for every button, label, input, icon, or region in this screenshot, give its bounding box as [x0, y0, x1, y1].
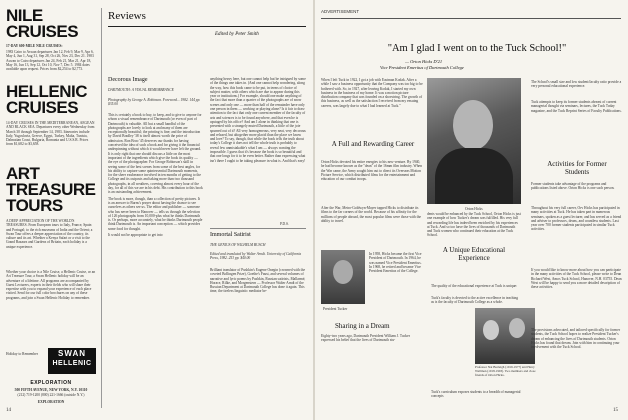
sharing-text: Eighty-two years ago, Dartmouth President William J. Tucker expressed his belief that the lives of Dartmouth stu- — [321, 334, 410, 343]
section-immortal-satirist: Immortal Satirist — [210, 232, 251, 238]
orton-hicks-photo — [427, 78, 521, 204]
section-unique-experience: A Unique Educational Experience — [442, 246, 506, 262]
hellenic-cruises-body: 14-DAY CRUISES IN THE MEDITERRANEAN, AEGEAN AND BLACK SEA. Departures every other Wednesday from March 30 through September 14, 1983. Itineraries include Italy, Yugoslavia, Greece, Egypt, Turkey, Malta, Tunisia, Dalmatian Coast, Bulgaria, Romania and U.S.S.R. Prices from $1,682 to $3,658. — [6, 121, 95, 147]
art-treasure-body: A DEEP APPRECIATION OF THE WORLD'S TREASURES. From European tours to Italy, France, Spain and Portugal; to the rich museums of India and the Orient; a Swan Tour offers a deeper appreciation of the country, its culture and its art. Whether a Kenya Safari or a visit to the Grand Bazaars and Gardens of Britain, each holiday is a unique experience. — [6, 219, 93, 249]
activities-text-2: Throughout his very full career, Orv Hicks has participated in many activities at Tuck. He has taken part in numerous seminars, spoken as a guest lecturer, and has served as a friend and adviser to professors, deans, and countless students. Last year over 700 former students participated in similar Tuck activities. — [531, 206, 622, 232]
unique-text: The quality of the educational experience at Tuck is unique: — [431, 284, 518, 288]
holiday-line: Holiday to Remember — [6, 352, 38, 356]
ad-phone: (212) 719-1200 (800) 221-1666 (outside N.Y.) — [17, 393, 85, 397]
ad-divider — [101, 8, 102, 408]
review1-column1 — [108, 113, 203, 239]
art-treasure-tours-title: ART TREASURE TOURS — [6, 164, 96, 215]
byline: — Orton Hicks D'21 — [405, 59, 443, 64]
lead-quote-text: When I left Tuck in 1922, I got a job with Eastman Kodak. After a while I saw a business opportunity that the Company was too big to be bothered with. So, in 1927, after leaving Kodak, I started my own business in the business of my home. It was a motion picture distribution company that was founded on a shoestring. The growth of this business, as well as the satisfaction I received from my ensuing careers, was largely due to what I had learned at Tuck." — [321, 78, 423, 108]
ad-address: 500 FIFTH AVENUE, NEW YORK, N.Y. 10110 — [14, 388, 88, 392]
face-shape — [453, 100, 493, 150]
review1-initials: P.D.S. — [280, 222, 289, 226]
review1-paragraph3: It would not be appropriate to get into — [108, 233, 163, 238]
reviews-rule — [108, 26, 306, 27]
left-page-number: 14 — [6, 408, 11, 413]
swan-hellenic-logo-swan: SWAN — [58, 349, 86, 358]
art-treasure-body-2: Whether your choice is a Nile Cruise, a Hellenic Cruise, or an Art Treasure Tour, a Swan Hellenic holiday will be an adventure of a lifetime. All programs are accompanied by Guest Lecturers, experts in their fields who will share their expertise with you to expand your experience of each place visited. Send for our full color brochures on any of these programs, and join a Swan Hellenic Holiday to remember. — [6, 270, 96, 300]
byline-title: Vice President Emeritus of Dartmouth College — [380, 65, 464, 70]
hellenic-cruises-title: HELLENIC CRUISES — [6, 82, 87, 117]
unique-bullet-2: Tuck's curriculum exposes students to a breadth of managerial concepts — [431, 390, 521, 399]
right-bullet-1: The School's small size and low student/faculty ratio provide a very personal educational experience. — [531, 80, 622, 89]
president-tucker-photo — [321, 250, 365, 304]
section-sharing-dream: Sharing in a Dream — [335, 322, 390, 330]
career-text-2: After the War, Metro-Goldwyn-Mayer tapped Hicks to distribute its films to the far corners of the world. Because of his affinity for the millions of people abroad, the most popular films were those with the ability to travel. — [321, 206, 422, 223]
review1-column2 — [210, 77, 306, 165]
tucker-text: In 1958, Hicks became the first Vice President of Dartmouth. In 1964, he was named Vice President Emeritus. In 1968, he retired and became Vice President Emeritus of the College. — [369, 252, 422, 274]
reviews-heading: Reviews — [108, 10, 146, 22]
tucker-caption: President Tucker — [323, 307, 348, 311]
prof1-face — [483, 320, 499, 340]
book2-meta: Edited and translated by Walter Arndt. University of California Press, 1982. 253 pp. $40.00 — [210, 252, 302, 261]
section-activities: Activities for Former Students — [547, 160, 607, 176]
headline: "Am I glad I went on to the Tuck School!" — [387, 43, 567, 54]
nile-cruises-title: NILE CRUISES — [6, 6, 79, 41]
professors-photo — [475, 308, 535, 364]
book1-title: DARTMOUTH: A VISUAL REMEMBRANCE — [108, 88, 174, 92]
career-column2: dents would be enhanced by the Tuck School, Orton Hicks is just one example of how Tucker's dream was fulfilled. His very full and rewarding life has indeed been enriched by his experiences at Tuck. And so too have the lives of thousands of Dartmouth and Tuck women who continued their education at the Tuck School. — [427, 212, 521, 238]
review2-text: Brilliant translator of Pushkin's Eugene Onegin (crowned with the coveted Bollingen Prize), Goethe's Faust, and several volumes of narrative and lyric poems by Pushkin, Russian satirists, Mallarmé, Horace, Rilke, and Morgenstern — Professor Walter Arndt of the Russian Department at Dartmouth College has done it again. This time, the tireless linguistic mediator be- — [210, 268, 306, 294]
activities-text-4: The provisions advocated, and tailored specifically for former students, the Tuck School hopes to realize President Tucker's dream of enhancing the lives of Dartmouth students. Orton Hicks has found that dream. Join with him in continuing your involvement with the Tuck School. — [531, 328, 621, 350]
unique-bullet-1: Tuck's faculty is devoted to the active excellence in teaching as is the faculty of Dartmouth College as a whole. — [431, 296, 519, 305]
right-page-number: 15 — [613, 408, 618, 413]
swan-hellenic-logo-hellenic: HELLENIC — [52, 360, 92, 367]
professors-caption: Professor Nat Burleigh (1919-1977) and Harry Wellman (1918-1993). Two members and close friends of Orton Hicks. — [475, 365, 536, 377]
career-text: Orton Hicks devoted his entire energies to his new venture. By 1940, he had become known as the "dean" of the 16mm film industry. When the War came, the Army sought him out to direct its Overseas Motion Picture Service, which distributed films for the entertainment and education of our combat troops. — [321, 160, 422, 182]
activities-text-3: If you would like to know more about how you can participate in the many activities of the Tuck School, please write to Dean Richard West, Amos Tuck School, Hanover, N.H. 03755. Dean West will be happy to send you a more detailed description of these activities. — [531, 268, 622, 290]
book1-meta: Photography by George A. Robinson. Foreword... 1982. 144 pp. $35.00 — [108, 98, 201, 107]
prof2-face — [509, 318, 525, 338]
orton-hicks-caption: Orton Hicks — [465, 207, 483, 211]
book2-title: THE GENIUS OF WILHELM BUSCH — [210, 243, 266, 247]
section-decorous-image: Decorous Image — [108, 77, 148, 83]
top-rule — [321, 18, 621, 19]
exploration-subheading: EXPLORATION — [37, 400, 65, 404]
review1-paragraph1: This is certainly a book to buy, to keep, and to give to anyone for whom a visual remembrance of Dartmouth (or even of part of Dartmouth) is valuable. All but a small handful of the photographs are lovely to look at and many of them are exceptionally beautiful; the printing is fine; and the introduction by David Bradley '38 is itself almost worth the price of admission. Ron Broo '45 deserves our thanks for having conceived the idea of such a book and for giving it the financial underpinning without which it would never have left the ground. It is only right that one should discuss a little on the most important of the ingredients which give the book its quality — the eye of the photographer. For George Robinson's skill in seeing some of the best scenes from some of the best angles, for his ability to capture some quintessential Dartmouth moments, for the sheer exuberance involved in ten months of getting to the College and its outposts and taking more than two thousand photographs, in all weathers, covering almost every hour of the day, for all of this we are in his debt. His contribution to this book is an outstanding achievement. — [108, 113, 203, 195]
nile-cruises-body: 1983 Cairo to Aswan departures Jan 12, Feb 9, Mar 9, Apr 6, May 4, Jun 1, Aug 31, Sep 28, Oct 26, Nov 23, Dec 21. 1983 Aswan to Cairo departures Jan 24, Feb 21, Mar 21, Apr 18, May 16, Jun 13, Sep 12, Oct 10, Nov 7, Dec 5. 1984 dates available upon request. Prices from $2,254 to $2,773. — [6, 50, 94, 72]
advertisement-label: ADVERTISEMENT — [321, 9, 360, 14]
exploration-heading: EXPLORATION — [30, 380, 72, 386]
review1-paragraph2: The book is more, though, than a collection of pretty pictures. It is an answer to Burns's prayer about having the chance to see ourselves as others see us. The editor and publisher — someone who has never been to Hanover — tells us through the selection of 126 photographs from 10,000-plus what he thinks Dartmouth is. Or perhaps, more accurately, what he thinks Dartmouth people think Dartmouth is. An important conception — which provides some food for thought. — [108, 196, 203, 231]
swan-hellenic-logo — [48, 348, 96, 374]
nile-cruises-subtitle: 17-DAY 600-MILE NILE CRUISES: — [6, 44, 63, 48]
tucker-face — [333, 260, 353, 284]
section-full-rewarding-career: A Full and Rewarding Career — [331, 140, 415, 148]
right-page — [315, 0, 628, 420]
activities-text: Former students take advantage of the programs and publications listed above. Orton Hicks is one such person. — [531, 182, 615, 191]
review1-paragraph4: anything heavy here, but one cannot help but be intrigued by some of the things one takes in. (And one cannot help wondering, along the way, how this book came to be put, in terms of choice of subject matter, with others which are due to appear during this year or institutions.) For example, should one make anything of the fact that more than a quarter of the photographs are of snow scenes and only one — more than half of the remainder have only one person in them — working or playing alone? Is it fair to draw attention to the fact that only one current member of the faculty of arts and sciences is to be found anywhere, and that even he is upstaged by his office? And am I alone in thinking that one is presented with a strangely muted Dartmouth, a little of the joie spurned out of it? All very homogeneous, very neat, very decorous and relaxed, but altogether more placid than the place we know and love? To say, though, that while the book tells the truth about today's College it does not tell the whole truth is probably to reveal few unmistakable's what I am — always wanting the impossible. I guess that it's because the book is so beautiful and that one longs for it to be even better. Rather than expressing what isn't there I ought to be taking pleasure in what is. And that's easy! — [210, 77, 306, 163]
reviews-editor: Edited by Peter Smith — [215, 32, 259, 37]
right-bullet-2: Tuck attempts to keep its former students abreast of current managerial thought via seminars, lectures, the Tuck Today magazine, and the Tuck Reprint Series of Faculty Publications. — [531, 100, 622, 113]
left-page — [0, 0, 313, 420]
swan-hellenic-ad — [6, 8, 96, 408]
suit-shape — [435, 148, 513, 204]
lead-quote — [321, 78, 423, 108]
section-rule — [210, 228, 306, 229]
